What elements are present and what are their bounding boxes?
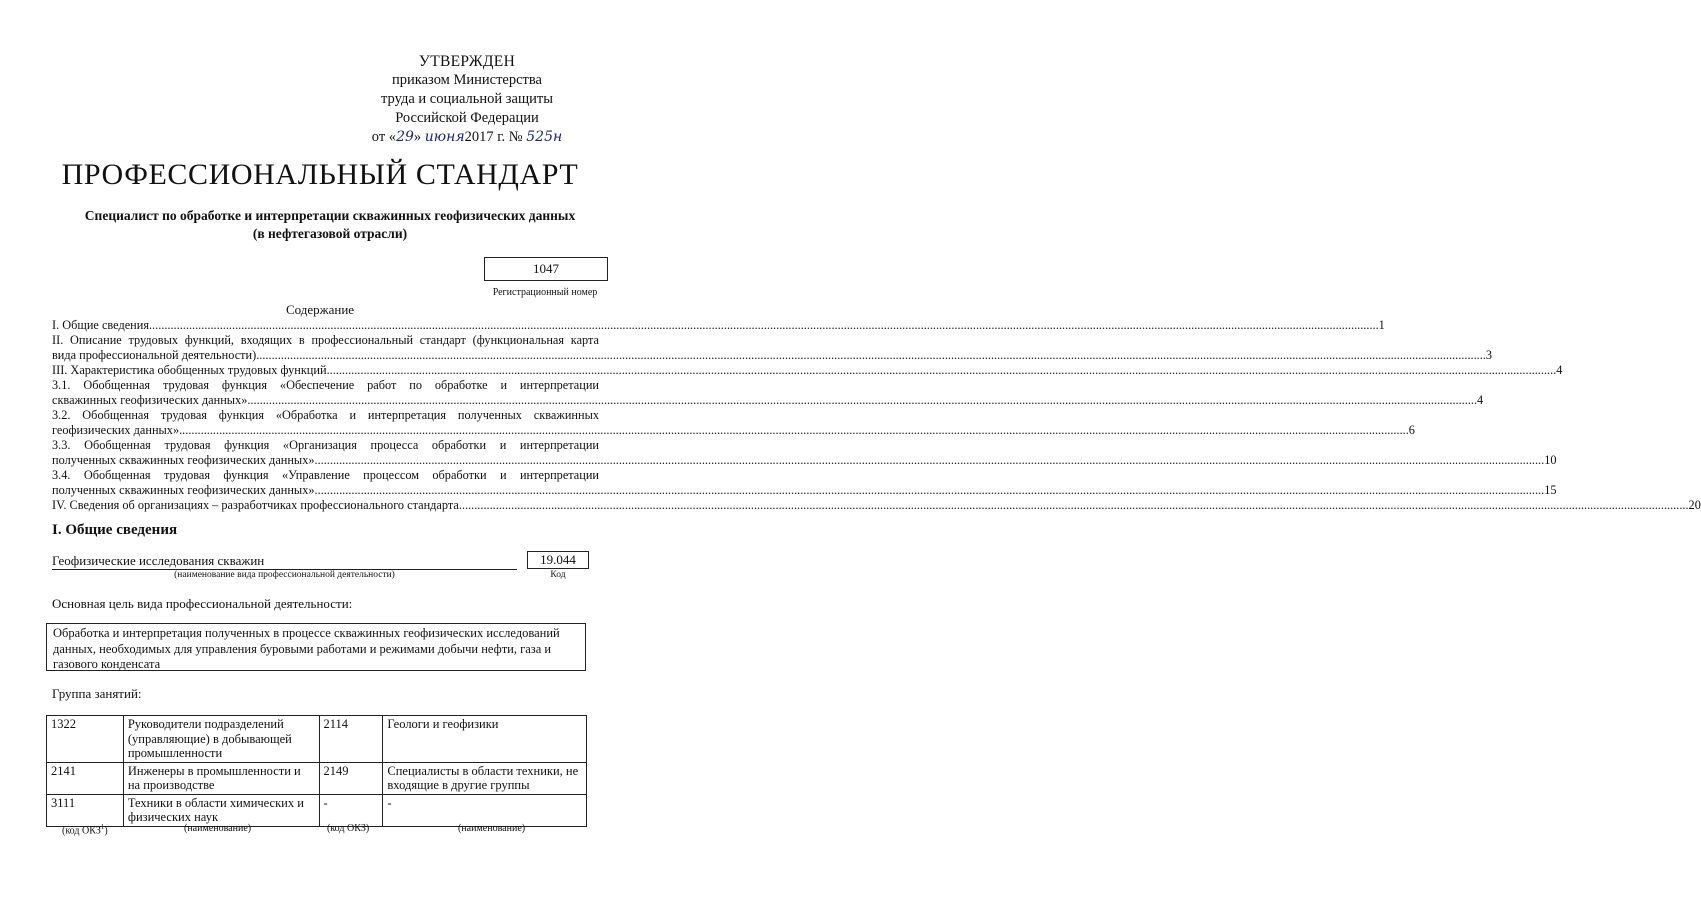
registration-label: Регистрационный номер <box>492 287 598 298</box>
activity-name: Геофизические исследования скважин <box>52 553 517 570</box>
goal-line: данных, необходимых для управления буровыми работами и режимами добычи нефти, газа и <box>53 641 552 656</box>
okz-code-cell: 1322 <box>47 716 124 763</box>
toc-leader-dots: ................................................................................................................................................................................................................................................................................................................................................................................................................ <box>458 498 1689 512</box>
toc-entry[interactable] <box>52 378 1484 408</box>
toc-entry[interactable] <box>52 363 1563 378</box>
toc-entry-text: 3.1. Обобщенная трудовая функция «Обеспечение работ по обработке и интерпретации <box>52 378 599 392</box>
toc-leader-dots: ................................................................................................................................................................................................................................................................................................................................................................................................................ <box>314 483 1545 497</box>
toc-entry[interactable] <box>52 468 1557 498</box>
activity-caption: (наименование вида профессиональной деятельности) <box>174 570 395 580</box>
occupation-group-table <box>46 715 587 827</box>
occupation-name-cell: Техники в области химических и физических наук <box>123 794 319 826</box>
toc-leader-dots: ................................................................................................................................................................................................................................................................................................................................................................................................................ <box>247 393 1478 407</box>
toc-leader-dots: ................................................................................................................................................................................................................................................................................................................................................................................................................ <box>256 348 1486 362</box>
date-month: июня <box>424 129 465 145</box>
footnote-mark: 1 <box>100 823 105 831</box>
toc-leader-dots: ................................................................................................................................................................................................................................................................................................................................................................................................................ <box>326 363 1557 377</box>
toc-entry-text: полученных скважинных геофизических данных» <box>52 483 315 497</box>
toc-page-number: 4 <box>1556 363 1563 377</box>
okz-code-cell: 2114 <box>319 716 383 763</box>
page-subtitle <box>40 207 620 243</box>
registration-number-box: 1047 <box>484 257 608 281</box>
approval-status: УТВЕРЖДЕН <box>418 53 516 70</box>
toc-entry-text: II. Описание трудовых функций, входящих в профессиональный стандарт (функциональная карта <box>52 333 599 347</box>
code-caption: Код <box>550 570 566 580</box>
activity-code: 19.044 <box>527 551 589 569</box>
occupation-name-cell: - <box>383 794 587 826</box>
group-label: Группа занятий: <box>52 686 142 701</box>
goal-line: газового конденсата <box>53 657 161 671</box>
toc-page-number: 3 <box>1485 348 1493 362</box>
approval-date <box>362 128 572 147</box>
toc-entry-text: III. Характеристика обобщенных трудовых функций <box>52 363 327 377</box>
toc-entry-text: вида профессиональной деятельности) <box>52 348 257 362</box>
table-of-contents <box>52 318 1701 513</box>
occupation-name-cell: Инженеры в промышленности и на производстве <box>123 762 319 794</box>
section-heading: I. Общие сведения <box>52 522 178 538</box>
approval-block <box>362 52 572 147</box>
toc-entry-text: полученных скважинных геофизических данных» <box>52 453 315 467</box>
toc-entry-text: I. Общие сведения <box>52 318 149 332</box>
table-row <box>47 794 587 826</box>
toc-page-number: 15 <box>1544 483 1557 497</box>
date-mid: » <box>413 129 422 145</box>
okz-code-cell: 3111 <box>47 794 124 826</box>
toc-entry-text: скважинных геофизических данных» <box>52 393 248 407</box>
date-year: 2017 г. № <box>464 129 523 145</box>
page-title: ПРОФЕССИОНАЛЬНЫЙ СТАНДАРТ <box>61 158 579 191</box>
occupation-name-cell: Специалисты в области техники, не входящие в другие группы <box>383 762 587 794</box>
toc-leader-dots: ................................................................................................................................................................................................................................................................................................................................................................................................................ <box>179 423 1409 437</box>
date-prefix: от « <box>371 129 397 145</box>
toc-entry[interactable] <box>52 333 1493 363</box>
occupation-name-cell: Руководители подразделений (управляющие) в добывающей промышленности <box>123 716 319 763</box>
table-row <box>47 762 587 794</box>
okz-code-cell: 2141 <box>47 762 124 794</box>
toc-entry-text: 3.4. Обобщенная трудовая функция «Управление процессом обработки и интерпретации <box>52 468 599 482</box>
subtitle-line-2: (в нефтегазовой отрасли) <box>252 226 408 241</box>
toc-heading: Содержание <box>285 302 355 317</box>
caption-name-2: (наименование) <box>458 823 526 834</box>
caption-okz-code <box>62 823 108 836</box>
toc-page-number: 6 <box>1408 423 1415 437</box>
toc-entry-text: геофизических данных» <box>52 423 180 437</box>
goal-label: Основная цель вида профессиональной деятельности: <box>52 596 353 611</box>
toc-page-number: 1 <box>1378 318 1385 332</box>
toc-entry[interactable] <box>52 438 1557 468</box>
goal-box <box>46 623 586 671</box>
toc-entry-text: 3.3. Обобщенная трудовая функция «Организация процесса обработки и интерпретации <box>52 438 599 452</box>
toc-entry-text: 3.2. Обобщенная трудовая функция «Обработка и интерпретация полученных скважинных <box>52 408 599 422</box>
toc-leader-dots: ................................................................................................................................................................................................................................................................................................................................................................................................................ <box>314 453 1545 467</box>
caption-name: (наименование) <box>184 823 252 834</box>
okz-code-cell: - <box>319 794 383 826</box>
toc-entry[interactable] <box>52 408 1415 438</box>
goal-line: Обработка и интерпретация полученных в процессе скважинных геофизических исследований <box>53 626 560 640</box>
table-row <box>47 716 587 763</box>
occupation-name-cell: Геологи и геофизики <box>383 716 587 763</box>
okz-code-cell: 2149 <box>319 762 383 794</box>
order-number: 525н <box>526 129 563 145</box>
toc-entry-text: IV. Сведения об организациях – разработчиках профессионального стандарта <box>52 498 459 512</box>
toc-page-number: 20 <box>1688 498 1701 512</box>
date-day: 29 <box>396 129 414 145</box>
toc-page-number: 10 <box>1544 453 1557 467</box>
caption-okz-code-2: (код ОКЗ) <box>327 823 370 834</box>
approval-line-3: Российской Федерации <box>395 110 539 126</box>
toc-leader-dots: ................................................................................................................................................................................................................................................................................................................................................................................................................ <box>148 318 1379 332</box>
caption-text: ) <box>104 825 108 837</box>
approval-line-1: приказом Министерства <box>392 72 542 88</box>
toc-entry[interactable] <box>52 498 1701 513</box>
subtitle-line-1: Специалист по обработке и интерпретации скважинных геофизических данных <box>84 208 576 223</box>
toc-page-number: 4 <box>1477 393 1484 407</box>
toc-entry[interactable] <box>52 318 1385 333</box>
caption-text: (код ОКЗ <box>62 825 101 837</box>
approval-line-2: труда и социальной защиты <box>381 91 553 107</box>
